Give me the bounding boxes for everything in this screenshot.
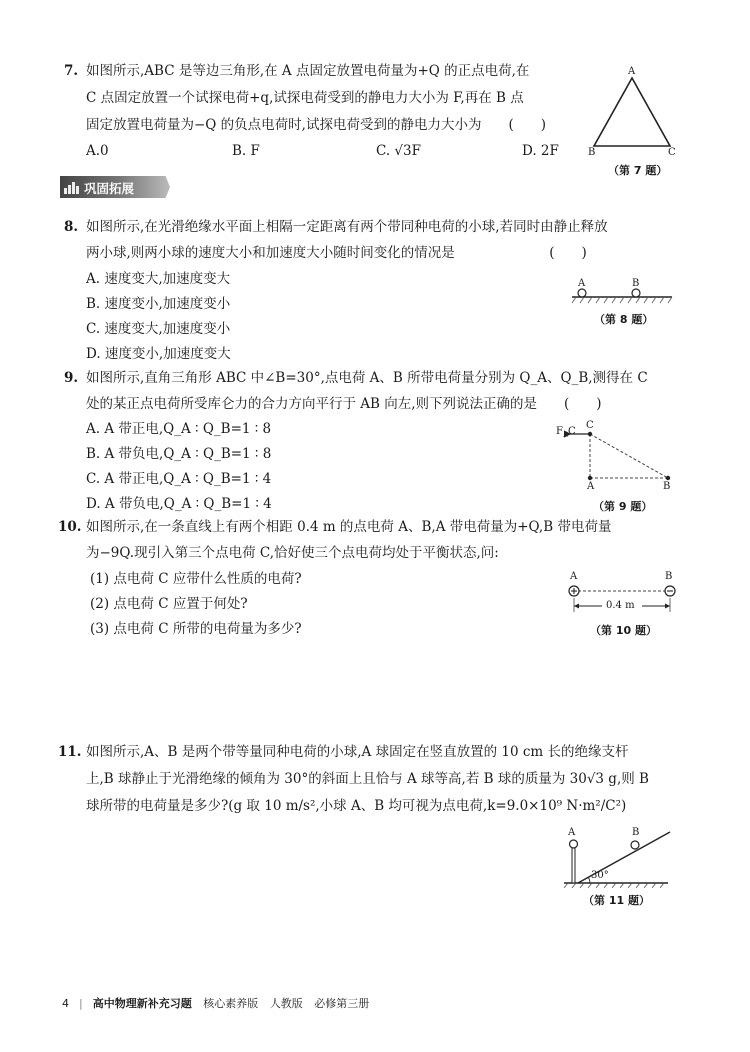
q7-option-b: B. F [232, 143, 260, 159]
point-c [588, 432, 592, 436]
q7-triangle-figure [584, 64, 684, 156]
q11-label-a: A [568, 827, 576, 838]
publisher: 人教版 [269, 997, 303, 1010]
q9-label-a: A [587, 481, 595, 492]
floor-hatching [564, 883, 664, 888]
q9-label-c: C [586, 420, 594, 431]
q11-angle: 30° [591, 870, 609, 881]
q8-number: 8. [64, 219, 79, 235]
volume: 必修第三册 [314, 997, 370, 1010]
q9-option-a: A. A 带正电,Q_A ∶ Q_B=1 ∶ 8 [86, 421, 272, 437]
q9-line-1: 如图所示,直角三角形 ABC 中∠B=30°,点电荷 A、B 所带电荷量分别为 Q_A、Q_B,测得在 C [86, 370, 648, 386]
q9-option-b: B. A 带负电,Q_A ∶ Q_B=1 ∶ 8 [86, 446, 272, 462]
q10-distance: 0.4 m [606, 600, 635, 611]
q10-label-b: B [665, 571, 673, 582]
edition: 核心素养版 [203, 997, 259, 1010]
q7-line-3: 固定放置电荷量为−Q 的负点电荷时,试探电荷受到的静电力大小为 ( ) [86, 117, 546, 133]
footer-separator: | [79, 997, 83, 1010]
q10-line-2: 为−9Q.现引入第三个点电荷 C,恰好使三个点电荷均处于平衡状态,问: [86, 545, 499, 561]
section-title: 巩固拓展 [84, 181, 135, 196]
point-a [588, 476, 592, 480]
q8-figure [568, 286, 680, 308]
q7-option-a: A.0 [86, 143, 109, 159]
q7-label-c: C [668, 147, 676, 158]
q7-line-1: 如图所示,ABC 是等边三角形,在 A 点固定放置电荷量为+Q 的正点电荷,在 [86, 63, 530, 79]
q8-option-a: A. 速度变大,加速度变大 [86, 271, 231, 287]
q10-sub-3: (3) 点电荷 C 所带的电荷量为多少? [90, 621, 302, 637]
q8-line-2: 两小球,则两小球的速度大小和加速度大小随时间变化的情况是 ( ) [86, 245, 587, 261]
point-b [666, 476, 670, 480]
q10-line-1: 如图所示,在一条直线上有两个相距 0.4 m 的点电荷 A、B,A 带电荷量为+Q,B 带电荷量 [86, 519, 612, 535]
q8-label-a: A [578, 278, 586, 289]
q9-option-d: D. A 带负电,Q_A ∶ Q_B=1 ∶ 4 [86, 496, 272, 512]
bar-chart-icon [64, 180, 82, 194]
q7-label-a: A [628, 66, 636, 77]
q11-caption: （第 11 题） [583, 894, 650, 907]
q7-caption: （第 7 题） [608, 164, 668, 177]
q7-number: 7. [64, 63, 79, 79]
q9-line-2: 处的某正点电荷所受库仑力的合力方向平行于 AB 向左,则下列说法正确的是 ( ) [86, 396, 602, 412]
ball-b [631, 841, 639, 849]
q11-line-3: 球所带的电荷量是多少?(g 取 10 m/s²,小球 A、B 均可视为点电荷,k=9.0×10⁹ N·m²/C²) [86, 798, 627, 814]
side-cb [590, 434, 668, 478]
q8-line-1: 如图所示,在光滑绝缘水平面上相隔一定距离有两个带同种电荷的小球,若同时由静止释放 [86, 219, 608, 235]
q9-caption: （第 9 题） [593, 500, 653, 513]
q11-label-b: B [632, 827, 640, 838]
page-footer [62, 995, 369, 1011]
q11-figure [560, 828, 680, 888]
angle-arc [589, 878, 591, 884]
q10-number: 10. [58, 519, 82, 535]
page-number: 4 [62, 997, 69, 1010]
q9-label-b: B [663, 481, 671, 492]
q8-label-b: B [632, 278, 640, 289]
ball-a [570, 840, 578, 848]
q8-option-c: C. 速度变大,加速度变小 [86, 321, 231, 337]
q7-option-c: C. √3F [376, 143, 421, 159]
q10-sub-2: (2) 点电荷 C 应置于何处? [90, 596, 248, 612]
q10-label-a: A [570, 571, 578, 582]
q9-option-c: C. A 带正电,Q_A ∶ Q_B=1 ∶ 4 [86, 471, 272, 487]
ball-b [632, 289, 640, 297]
insulating-rod [572, 848, 575, 883]
q8-option-d: D. 速度变小,加速度变大 [86, 346, 231, 362]
q11-line-2: 上,B 球静止于光滑绝缘的倾角为 30°的斜面上且恰与 A 球等高,若 B 球的质量为 30√3 g,则 B [86, 771, 649, 787]
section-header [60, 176, 170, 198]
q7-label-b: B [588, 147, 596, 158]
q7-line-2: C 点固定放置一个试探电荷+q,试探电荷受到的静电力大小为 F,再在 B 点 [86, 90, 524, 106]
q8-option-b: B. 速度变小,加速度变小 [86, 296, 231, 312]
q10-sub-1: (1) 点电荷 C 应带什么性质的电荷? [90, 571, 302, 587]
book-title: 高中物理新补充习题 [92, 997, 192, 1010]
ground-hatching [572, 297, 672, 303]
q9-number: 9. [64, 370, 79, 386]
q10-caption: （第 10 题） [590, 624, 657, 637]
q11-number: 11. [58, 744, 82, 760]
q11-line-1: 如图所示,A、B 是两个带等量同种电荷的小球,A 球固定在竖直放置的 10 cm 长的绝缘支杆 [86, 744, 629, 760]
q7-option-d: D. 2F [522, 143, 559, 159]
q9-label-fc: F_C [556, 426, 576, 437]
ball-a [578, 289, 586, 297]
q8-caption: （第 8 题） [594, 313, 654, 326]
equilateral-triangle [594, 78, 670, 146]
